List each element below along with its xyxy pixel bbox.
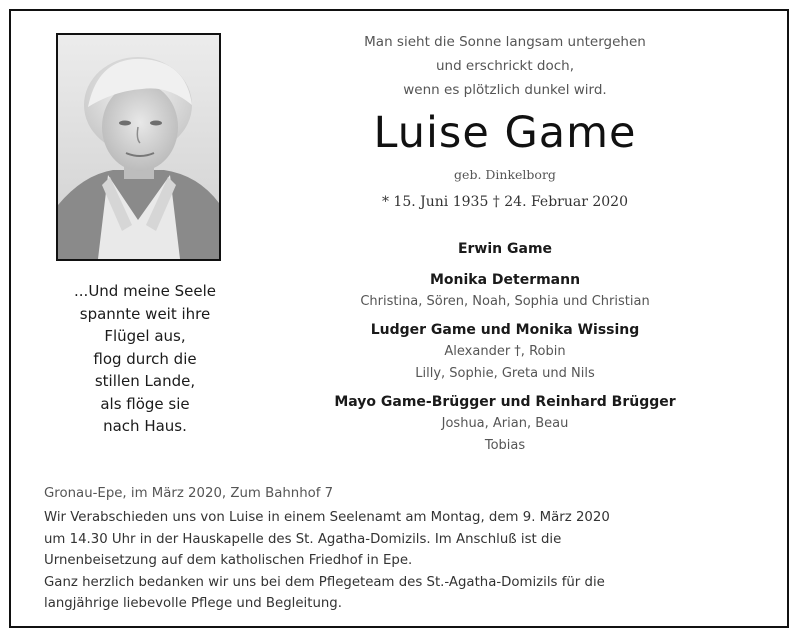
- mourner-members: Christina, Sören, Noah, Sophia und Christian: [360, 294, 650, 309]
- mourners-list: [300, 238, 710, 457]
- portrait-image: [58, 35, 219, 259]
- service-line: Ganz herzlich bedanken wir uns bei dem Pflegeteam des St.-Agatha-Domizils für die: [44, 574, 605, 590]
- mourner-lead: Ludger Game und Monika Wissing: [370, 322, 640, 338]
- mourner-lead: Erwin Game: [457, 241, 553, 257]
- poem-line: flog durch die: [93, 349, 197, 368]
- opening-quote: [300, 30, 710, 102]
- life-dates: * 15. Juni 1935 † 24. Februar 2020: [381, 194, 628, 210]
- service-line: um 14.30 Uhr in der Hauskapelle des St. Agatha-Domizils. Im Anschluß ist die: [44, 531, 562, 547]
- deceased-name: Luise Game: [373, 108, 637, 158]
- poem-line: stillen Lande,: [94, 372, 196, 390]
- portrait-photo: [56, 33, 221, 261]
- mourner-members: Lilly, Sophie, Greta und Nils: [415, 366, 595, 381]
- quote-line: und erschrickt doch,: [435, 58, 575, 74]
- mourner-lead: Mayo Game-Brügger und Reinhard Brügger: [334, 394, 676, 410]
- quote-line: Man sieht die Sonne langsam untergehen: [364, 34, 646, 50]
- service-line: Wir Verabschieden uns von Luise in einem Seelenamt am Montag, dem 9. März 2020: [44, 510, 610, 526]
- mourner-lead: Monika Determann: [429, 272, 581, 288]
- poem-line: nach Haus.: [103, 417, 187, 435]
- poem: [30, 280, 260, 438]
- service-line: Urnenbeisetzung auf dem katholischen Friedhof in Epe.: [44, 553, 413, 569]
- quote-line: wenn es plötzlich dunkel wird.: [403, 82, 607, 98]
- mourner-members: Alexander †, Robin: [444, 344, 566, 359]
- service-details: [44, 483, 764, 614]
- mourner-members: Tobias: [484, 438, 526, 453]
- service-line: langjährige liebevolle Pflege und Begleitung.: [44, 596, 342, 612]
- poem-line: als flöge sie: [100, 394, 190, 413]
- maiden-name: geb. Dinkelborg: [454, 167, 556, 182]
- poem-line: ...Und meine Seele: [74, 282, 216, 300]
- mourner-members: Joshua, Arian, Beau: [441, 416, 569, 431]
- poem-line: spannte weit ihre: [79, 304, 211, 323]
- poem-line: Flügel aus,: [104, 327, 186, 345]
- place-date: Gronau-Epe, im März 2020, Zum Bahnhof 7: [44, 486, 334, 501]
